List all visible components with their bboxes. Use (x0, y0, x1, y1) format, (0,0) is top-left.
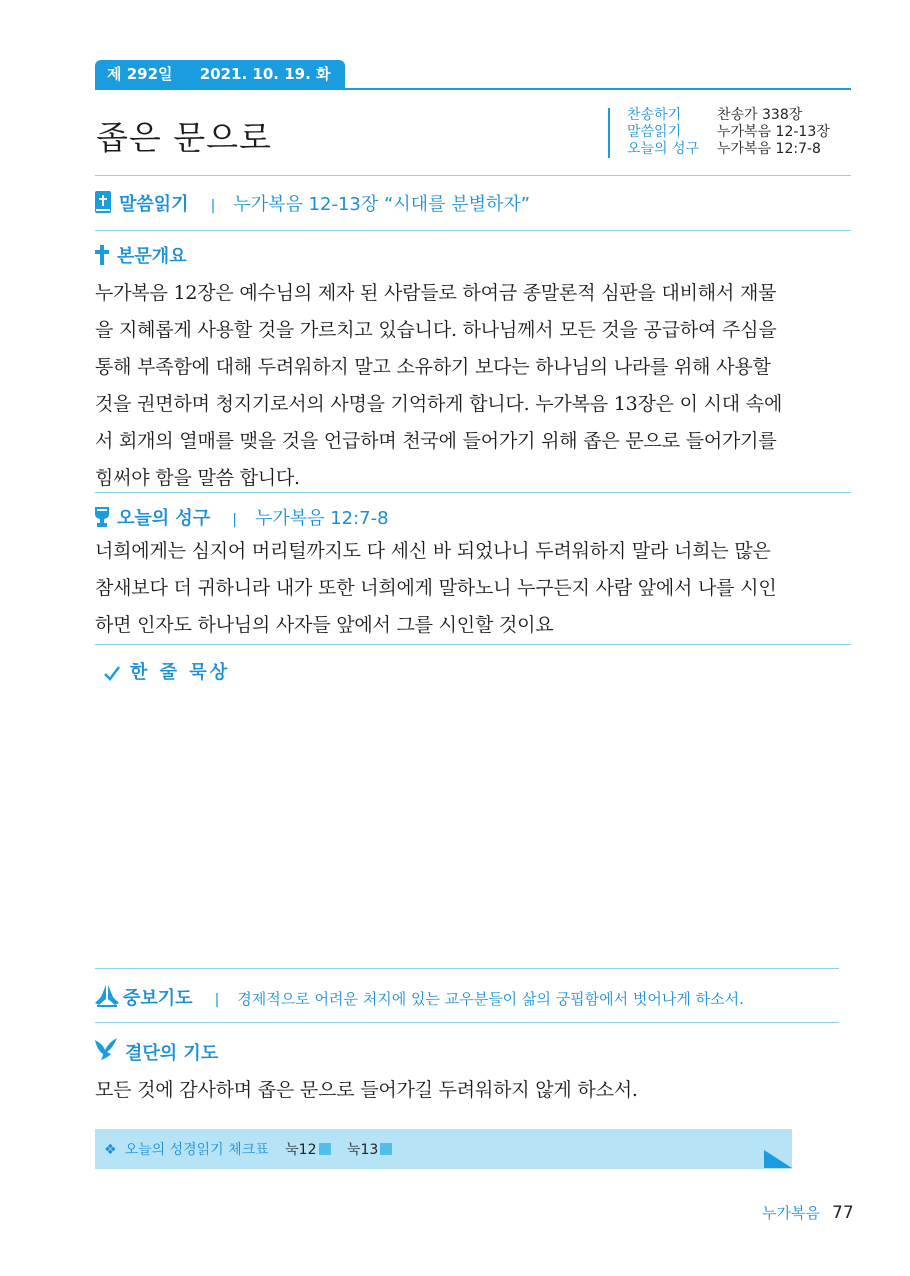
meditation-heading: 한 줄 묵상 (130, 662, 231, 683)
cup-icon (95, 507, 109, 532)
cross-icon (95, 245, 109, 270)
info-value: 누가복음 12:7-8 (717, 141, 821, 157)
resolution-heading: 결단의 기도 (125, 1043, 219, 1064)
info-row-verse (627, 141, 821, 157)
intercession-heading: 중보기도 (123, 988, 193, 1009)
reading-reference: 누가복음 12-13장 “시대를 분별하자” (233, 194, 531, 215)
info-label: 찬송하기 (627, 107, 682, 123)
diamond-icon: ❖ (104, 1142, 117, 1158)
date-tab (95, 60, 345, 88)
summary-line: 것을 권면하며 청지기로서의 사명을 기억하게 합니다. 누가복음 13장은 이 시대 속에 (95, 393, 783, 415)
dove-icon (95, 1038, 117, 1067)
summary-line: 을 지혜롭게 사용할 것을 가르치고 있습니다. 하나님께서 모든 것을 공급하여 주심을 (95, 319, 777, 341)
intercession-text: 경제적으로 어려운 처지에 있는 교우분들이 삶의 궁핍함에서 벗어나게 하소서. (237, 990, 744, 1008)
verse-reference: 누가복음 12:7-8 (254, 508, 389, 529)
meditation-heading-row (104, 658, 230, 686)
divider (95, 1022, 839, 1023)
verse-text (95, 533, 855, 644)
info-value: 찬송가 338장 (717, 107, 803, 123)
meditation-writing-area[interactable] (95, 690, 851, 960)
summary-line: 힘써야 함을 말씀 합니다. (95, 467, 300, 489)
checkbox[interactable] (380, 1143, 392, 1155)
praying-hands-icon (95, 985, 119, 1012)
page-number: 77 (832, 1203, 854, 1223)
info-value: 누가복음 12-13장 (717, 124, 830, 140)
verse-line: 하면 인자도 하나님의 사자들 앞에서 그를 시인할 것이요 (95, 614, 554, 636)
info-label: 오늘의 성구 (627, 141, 700, 157)
bible-icon (95, 191, 111, 218)
checkmark-icon (104, 665, 120, 686)
resolution-text: 모든 것에 감사하며 좁은 문으로 들어가길 두려워하지 않게 하소서. (95, 1079, 638, 1101)
date-label: 2021. 10. 19. 화 (199, 65, 331, 83)
checklist-item: 눅13 (347, 1142, 392, 1158)
divider (95, 968, 839, 969)
verse-heading: 오늘의 성구 (117, 508, 211, 529)
checkbox[interactable] (319, 1143, 331, 1155)
checklist-label: 오늘의 성경읽기 체크표 (124, 1142, 269, 1158)
page-fold-corner (764, 1150, 792, 1168)
checklist-item: 눅12 (285, 1142, 330, 1158)
summary-text (95, 275, 855, 497)
reading-heading: 말씀읽기 (119, 194, 189, 215)
intercession-heading-row (95, 984, 744, 1012)
day-label: 제 292일 (107, 65, 173, 83)
summary-line: 누가복음 12장은 예수님의 제자 된 사람들로 하여금 종말론적 심판을 대비해서 재물 (95, 282, 777, 304)
page-title: 좁은 문으로 (96, 118, 272, 157)
divider (95, 175, 851, 176)
divider (95, 644, 851, 645)
checklist-row (104, 1139, 392, 1159)
reading-heading-row (95, 190, 530, 218)
info-row-reading (627, 124, 830, 140)
divider (95, 230, 851, 231)
header-rule (95, 88, 851, 90)
divider (95, 492, 851, 493)
summary-heading: 본문개요 (117, 246, 187, 267)
separator: | (232, 512, 237, 528)
running-footer-book: 누가복음 (762, 1204, 820, 1222)
info-divider (608, 108, 610, 158)
resolution-heading-row (95, 1038, 218, 1067)
summary-line: 통해 부족함에 대해 두려워하지 말고 소유하기 보다는 하나님의 나라를 위해 사용할 (95, 356, 771, 378)
info-label: 말씀읽기 (627, 124, 682, 140)
verse-line: 참새보다 더 귀하니라 내가 또한 너희에게 말하노니 누구든지 사람 앞에서 나를 시인 (95, 577, 777, 599)
summary-line: 서 회개의 열매를 맺을 것을 언급하며 천국에 들어가기 위해 좁은 문으로 들어가기를 (95, 430, 777, 452)
verse-heading-row (95, 504, 389, 532)
verse-line: 너희에게는 심지어 머리털까지도 다 세신 바 되었나니 두려워하지 말라 너희는 많은 (95, 540, 771, 562)
separator: | (214, 992, 220, 1008)
separator: | (210, 198, 216, 214)
info-row-hymn (627, 107, 802, 123)
summary-heading-row (95, 242, 187, 270)
